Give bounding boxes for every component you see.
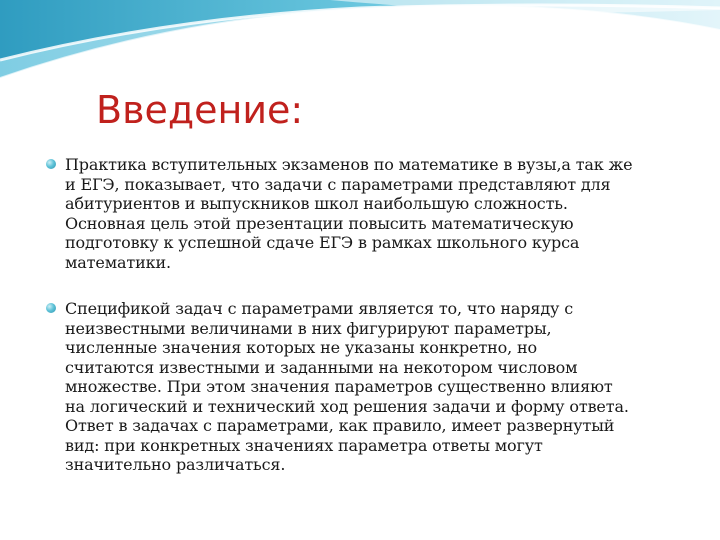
text-line: вид: при конкретных значениях параметра ответы могут (65, 435, 543, 455)
text-line: на логический и технический ход решения задачи и форму ответа. (65, 396, 629, 416)
text-line: значительно различаться. (65, 455, 286, 474)
text-line: и ЕГЭ, показывает, что задачи с параметрами представляют для (65, 174, 611, 194)
bullet-text (65, 155, 686, 272)
text-line: Ответ в задачах с параметрами, как правило, имеет развернутый (65, 416, 615, 435)
text-line: Спецификой задач с параметрами является то, что наряду с (65, 299, 574, 318)
text-line: Практика вступительных экзаменов по математике в вузы,а так же (65, 155, 633, 174)
bullet-list (46, 155, 686, 502)
text-line: математики. (65, 252, 171, 272)
text-line: считаются известными и заданными на некотором числовом (65, 357, 578, 377)
bullet-circle-icon (46, 159, 56, 169)
bullet-circle-icon (46, 303, 56, 313)
header-wave-decoration (0, 0, 720, 90)
text-line: подготовку к успешной сдаче ЕГЭ в рамках школьного курса (65, 233, 580, 252)
slide-title: Введение: (96, 88, 304, 132)
text-line: Основная цель этой презентации повысить математическую (65, 213, 574, 233)
bullet-item-specifics (46, 299, 686, 475)
text-line: неизвестными величинами в них фигурируют параметры, (65, 318, 552, 338)
bullet-item-intro (46, 155, 686, 272)
bullet-text (65, 299, 686, 475)
text-line: абитуриентов и выпускников школ наибольшую сложность. (65, 194, 568, 213)
text-line: численные значения которых не указаны конкретно, но (65, 338, 538, 357)
text-line: множестве. При этом значения параметров существенно влияют (65, 377, 613, 396)
